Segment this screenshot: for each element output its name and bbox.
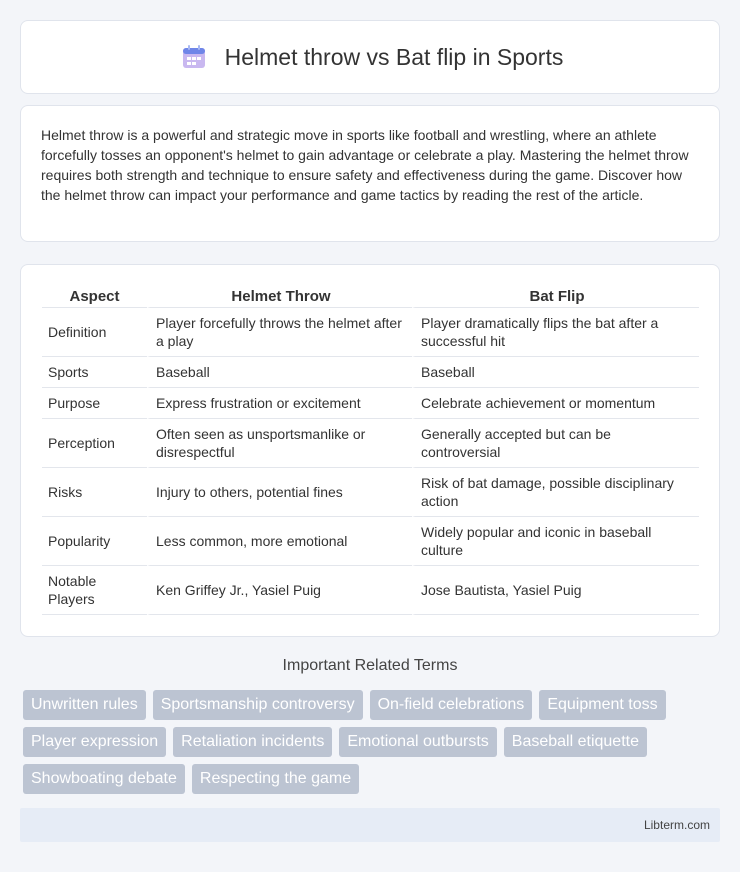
tag-row — [23, 690, 713, 720]
tag-unwritten-rules[interactable]: Unwritten rules — [23, 690, 146, 720]
cell-aspect: Risks — [42, 468, 147, 517]
tag-row — [23, 764, 713, 794]
title-wrap — [177, 40, 564, 74]
cell-bat-flip: Celebrate achievement or momentum — [412, 388, 699, 419]
table-row — [42, 308, 699, 357]
header-aspect: Aspect — [42, 285, 147, 308]
cell-aspect: Sports — [42, 357, 147, 388]
calendar-icon — [177, 40, 211, 74]
table-header-row — [42, 285, 699, 308]
cell-bat-flip: Generally accepted but can be controversial — [412, 419, 699, 468]
cell-helmet-throw: Often seen as unsportsmanlike or disrespectful — [147, 419, 412, 468]
intro-paragraph: Helmet throw is a powerful and strategic move in sports like football and wrestling, where an athlete forcefully tosses an opponent's helmet to gain advantage or celebrate a play. Mastering the helmet throw requires both strength and technique to ensure safety and effectiveness during the game. Discover how the helmet throw can impact your performance and game tactics by reading the rest of the article. — [41, 127, 689, 203]
tag-baseball-etiquette[interactable]: Baseball etiquette — [504, 727, 647, 757]
cell-helmet-throw: Player forcefully throws the helmet after a play — [147, 308, 412, 357]
tag-showboating-debate[interactable]: Showboating debate — [23, 764, 185, 794]
cell-bat-flip: Jose Bautista, Yasiel Puig — [412, 566, 699, 615]
tag-sportsmanship-controversy[interactable]: Sportsmanship controversy — [153, 690, 363, 720]
header-helmet-throw: Helmet Throw — [147, 285, 412, 308]
table-row — [42, 517, 699, 566]
cell-bat-flip: Widely popular and iconic in baseball culture — [412, 517, 699, 566]
intro-card — [20, 105, 720, 242]
related-terms-title: Important Related Terms — [282, 657, 458, 674]
cell-bat-flip: Baseball — [412, 357, 699, 388]
tag-retaliation-incidents[interactable]: Retaliation incidents — [173, 727, 332, 757]
cell-bat-flip: Player dramatically flips the bat after a successful hit — [412, 308, 699, 357]
cell-helmet-throw: Injury to others, potential fines — [147, 468, 412, 517]
cell-helmet-throw: Less common, more emotional — [147, 517, 412, 566]
tag-respecting-the-game[interactable]: Respecting the game — [192, 764, 359, 794]
tag-emotional-outbursts[interactable]: Emotional outbursts — [339, 727, 496, 757]
cell-bat-flip: Risk of bat damage, possible disciplinary action — [412, 468, 699, 517]
table-row — [42, 419, 699, 468]
tag-player-expression[interactable]: Player expression — [23, 727, 166, 757]
table-row — [42, 468, 699, 517]
tag-equipment-toss[interactable]: Equipment toss — [539, 690, 665, 720]
table-row — [42, 357, 699, 388]
tag-row — [23, 727, 713, 757]
related-terms-tags — [23, 690, 713, 801]
page-title: Helmet throw vs Bat flip in Sports — [224, 43, 564, 70]
cell-aspect: Perception — [42, 419, 147, 468]
cell-helmet-throw: Express frustration or excitement — [147, 388, 412, 419]
table-row — [42, 566, 699, 615]
header-bat-flip: Bat Flip — [412, 285, 699, 308]
cell-aspect: Notable Players — [42, 566, 147, 615]
cell-helmet-throw: Baseball — [147, 357, 412, 388]
cell-aspect: Purpose — [42, 388, 147, 419]
footer — [20, 808, 720, 842]
tag-on-field-celebrations[interactable]: On-field celebrations — [370, 690, 533, 720]
cell-aspect: Popularity — [42, 517, 147, 566]
table-row — [42, 388, 699, 419]
header-card — [20, 20, 720, 94]
footer-site-link[interactable]: Libterm.com — [643, 818, 710, 832]
cell-aspect: Definition — [42, 308, 147, 357]
comparison-table — [42, 285, 699, 615]
comparison-table-card — [20, 264, 720, 637]
cell-helmet-throw: Ken Griffey Jr., Yasiel Puig — [147, 566, 412, 615]
